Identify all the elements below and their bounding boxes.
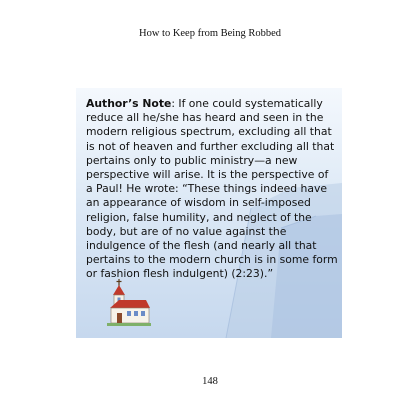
- church-icon: [106, 278, 152, 328]
- author-note-paragraph: [86, 97, 338, 282]
- note-body: : If one could systematically reduce all he/she has heard and seen in the modern religious spectrum, excluding all that is not of heaven and further excluding all that pertains only to public ministry—a new perspective will arise. It is the perspective of a Paul! He wrote: “These things indeed have an appearance of wisdom in self-imposed religion, false humility, and neglect of the body, but are of no value against the indulgence of the flesh (and nearly all that pertains to the modern church is in some form or fashion flesh indulgent) (2:23).”: [86, 97, 338, 281]
- author-note-box: [76, 88, 342, 338]
- note-label: Author’s Note: [86, 97, 172, 110]
- page-number: 148: [202, 376, 218, 387]
- running-header: How to Keep from Being Robbed: [138, 28, 282, 39]
